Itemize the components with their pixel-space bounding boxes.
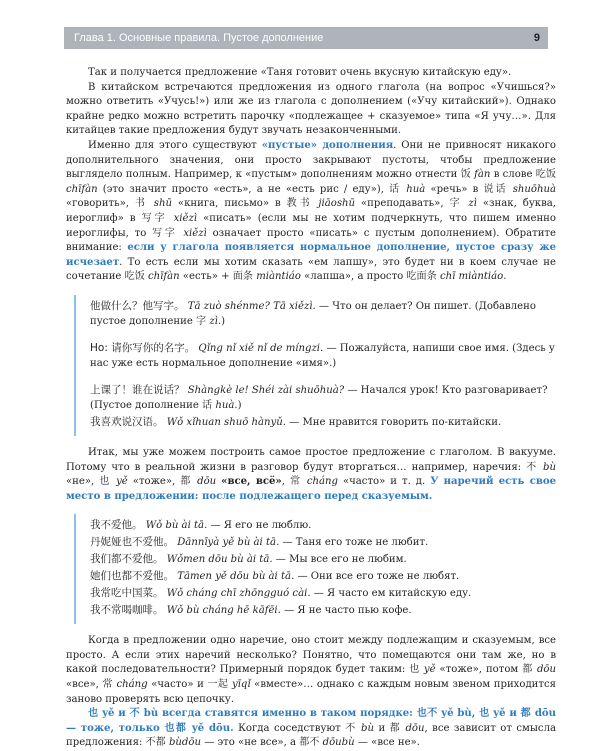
example-block-2 bbox=[74, 514, 556, 624]
example-line: 他做什么？他写字。 Tā zuò shénme? Tā xiězì. — Что он делает? Он пишет. (Добавлено пустое дополнение 字 zì.) bbox=[90, 299, 536, 327]
paragraph-5: Когда в предложении одно наречие, оно стоит между подлежащим и сказуемым, все просто. А если этих наречий несколько? Понятно, что помещаются они там же, но в какой последовательности? Примерный порядок будет таким: 也 yě «тоже», потом 都 dōu «все», 常 cháng «часто» и 一起 yīqǐ «вместе»… однако с каждым новым звеном приходится заново проверять всю цепочку. bbox=[66, 635, 556, 705]
example-line: 我们都不爱他。 Wǒmen dōu bù ài tā. — Мы все его не любим. bbox=[90, 553, 407, 566]
accent-adverb-position: У наречий есть свое место в предложении: после подлежащего перед сказуемым. bbox=[66, 476, 557, 502]
example-group bbox=[90, 383, 556, 430]
accent-adverb-order: 也 yě и 不 bù всегда ставятся именно в таком порядке: 也不 yě bù, 也 yě и 都 dōu — тоже, только 也都 yě dōu. bbox=[66, 708, 556, 734]
example-line: 丹妮娅也不爱他。 Dānnīyà yě bù ài tā. — Таня его тоже не любит. bbox=[90, 536, 429, 549]
paragraph-4: Итак, мы уже можем построить самое простое предложение с глаголом. В вакууме. Потому что в реальной жизни в разговор будут вторгаться… например, наречия: 不 bù «не», 也 yě «тоже», 都 dōu «все, всё», 常 cháng «часто» и т. д. У наречий есть свое место в предложении: после подлежащего перед сказуемым. bbox=[66, 446, 557, 502]
accent-empty-complements: «пустые» дополнения bbox=[261, 139, 394, 151]
example-line: 她们也都不爱他。 Tāmen yě dōu bù ài tā. — Они все его тоже не любят. bbox=[90, 570, 460, 583]
example-block-1 bbox=[74, 295, 556, 436]
example-group bbox=[90, 341, 556, 371]
example-line: 我常吃中国菜。 Wǒ cháng chī zhōngguó cài. — Я часто ем китайскую еду. bbox=[90, 587, 472, 600]
example-group bbox=[90, 299, 556, 329]
paragraph-2: В китайском встречаются предложения из одного глагола (на вопрос «Учишься?» можно ответить «Учусь!») или же из глагола с дополнением («Учу китайский»). Однако крайне редко можно встретить парочку «подлежащее + сказуемое» типа «Я учу…». Для китайцев такие предложения будут звучать незаконченными. bbox=[66, 81, 556, 137]
accent-complement-rule: если у глагола появляется нормальное дополнение, пустое сразу же исчезает bbox=[66, 242, 556, 268]
example-line: 我不爱他。 Wǒ bù ài tā. — Я его не люблю. bbox=[90, 519, 312, 532]
page-content bbox=[66, 66, 556, 751]
paragraph-3: Именно для этого существуют «пустые» дополнения. Они не привносят никакого дополнительного значения, они просто закрывают пустоты, чтобы предложение выглядело полным. Например, к «пустым» дополнениям можно отнести 饭 fàn в слове 吃饭 chīfàn (это значит просто «есть», а не «есть рис / еду»), 话 huà «речь» в 说话 shuōhuà «говорить», 书 shū «книга, письмо» в 教书 jiāoshū «преподавать», 字 zì «знак, буква, иероглиф» в 写字 xiězì «писать» (если мы не хотим подчеркнуть, что пишем именно иероглифы, то 写字 xiězì означает просто «писать» с пустым дополнением). Обратите внимание: если у глагола появляется нормальное дополнение, пустое сразу же исчезает. То есть если мы хотим сказать «ем лапшу», это будет ни в коем случае не сочетание 吃饭 chīfàn «есть» + 面条 miàntiáo «лапша», а просто 吃面条 chī miàntiáo. bbox=[66, 139, 557, 283]
page-number: 9 bbox=[533, 32, 540, 44]
example-line: 我不常喝咖啡。 Wǒ bù cháng hē kāfēi. — Я не часто пью кофе. bbox=[90, 604, 412, 617]
example-line: Но: 请你写你的名字。 Qǐng nǐ xiě nǐ de míngzi. — Пожалуйста, напиши свое имя. (Здесь у нас уже есть нормальное дополнение «имя».) bbox=[90, 341, 555, 369]
example-line: 我喜欢说汉语。 Wǒ xǐhuan shuō hànyǔ. — Мне нравится говорить по-китайски. bbox=[90, 415, 502, 428]
paragraph-1: Так и получается предложение «Таня готовит очень вкусную китайскую еду». bbox=[88, 67, 512, 78]
example-line: 上课了！谁在说话？ Shàngkè le! Shéi zài shuōhuà? — Начался урок! Кто разговаривает? (Пустое дополнение 话 huà.) bbox=[90, 383, 548, 411]
running-header bbox=[64, 27, 548, 49]
chapter-title: Глава 1. Основные правила. Пустое дополнение bbox=[74, 32, 324, 44]
paragraph-6: 也 yě и 不 bù всегда ставятся именно в таком порядке: 也不 yě bù, 也 yě и 都 dōu — тоже, только 也都 yě dōu. Когда соседствуют 不 bù и 都 dōu, все зависит от смысла предложения: 不都 bùdōu — это «не все», а 都不 dōubù — «все не». bbox=[66, 708, 557, 749]
